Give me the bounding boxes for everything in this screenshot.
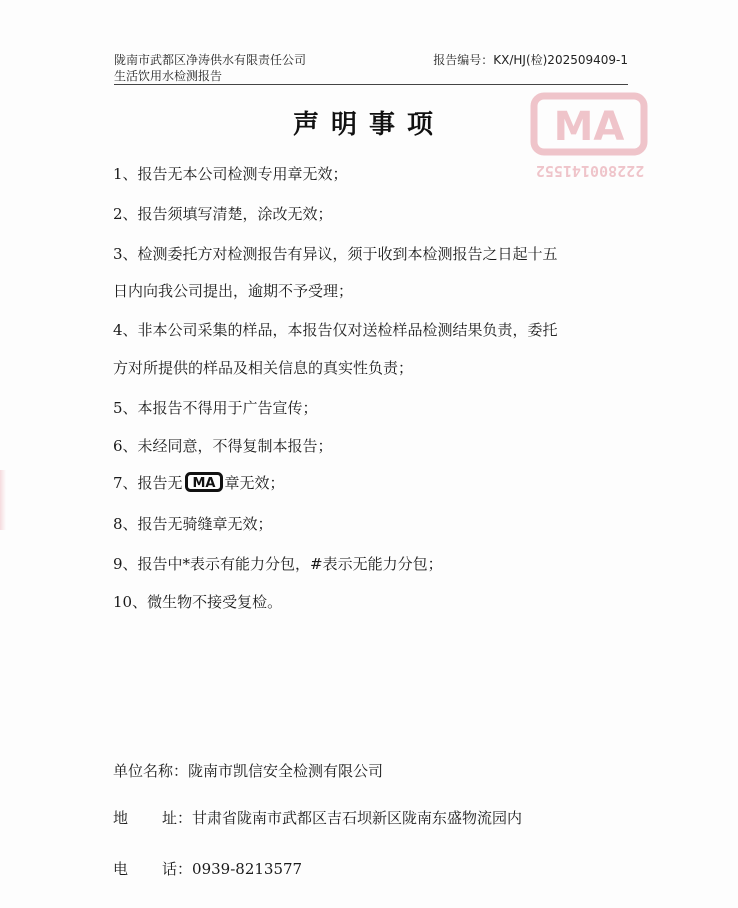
statement-item-7	[113, 472, 285, 494]
address-label-2: 址：	[162, 809, 193, 827]
unit-name-line	[113, 760, 383, 781]
header-report-type: 生活饮用水检测报告	[114, 69, 223, 83]
page-title: 声明事项	[292, 110, 445, 140]
header-report-number: 报告编号：KX/HJ(检)202509409-1	[433, 53, 628, 67]
phone-label-2: 话：	[162, 860, 193, 878]
address-line	[113, 807, 522, 828]
unit-name-label: 单位名称：	[113, 762, 189, 780]
statement-item: 8、报告无骑缝章无效；	[113, 515, 273, 533]
statement-item: 10、微生物不接受复检。	[113, 593, 283, 611]
phone-line	[113, 858, 302, 879]
phone-label-1: 电	[113, 860, 163, 878]
address-value: 甘肃省陇南市武都区吉石坝新区陇南东盛物流园内	[192, 809, 523, 827]
phone-value: 0939-8213577	[192, 860, 303, 878]
cma-logo-icon	[185, 472, 223, 492]
page-header	[114, 52, 628, 84]
stamp-text: MA	[553, 104, 625, 150]
stamp-number: 222800141552	[535, 162, 645, 180]
statement-item: 9、报告中*表示有能力分包，#表示无能力分包；	[113, 555, 443, 573]
header-company: 陇南市武都区净涛供水有限责任公司	[114, 53, 307, 67]
statement-item: 3、检测委托方对检测报告有异议，须于收到本检测报告之日起十五	[113, 245, 558, 263]
statement-item: 2、报告须填写清楚，涂改无效；	[113, 205, 333, 223]
statement-item: 1、报告无本公司检测专用章无效；	[113, 165, 348, 183]
item7-suffix: 章无效；	[224, 474, 285, 492]
unit-name-value: 陇南市凯信安全检测有限公司	[188, 762, 384, 780]
header-divider	[114, 84, 628, 85]
item7-prefix: 7、报告无	[113, 474, 183, 492]
statement-item: 6、未经同意，不得复制本报告；	[113, 437, 333, 455]
statement-item: 4、非本公司采集的样品，本报告仅对送检样品检测结果负责，委托	[113, 321, 558, 339]
statement-item: 5、本报告不得用于广告宣传；	[113, 399, 318, 417]
cma-logo-text: MA	[192, 476, 216, 491]
seam-stamp-edge	[0, 470, 6, 530]
address-label-1: 地	[113, 809, 163, 827]
cma-stamp	[518, 90, 653, 182]
statement-item: 日内向我公司提出，逾期不予受理；	[113, 282, 354, 300]
statement-item: 方对所提供的样品及相关信息的真实性负责；	[113, 359, 414, 377]
